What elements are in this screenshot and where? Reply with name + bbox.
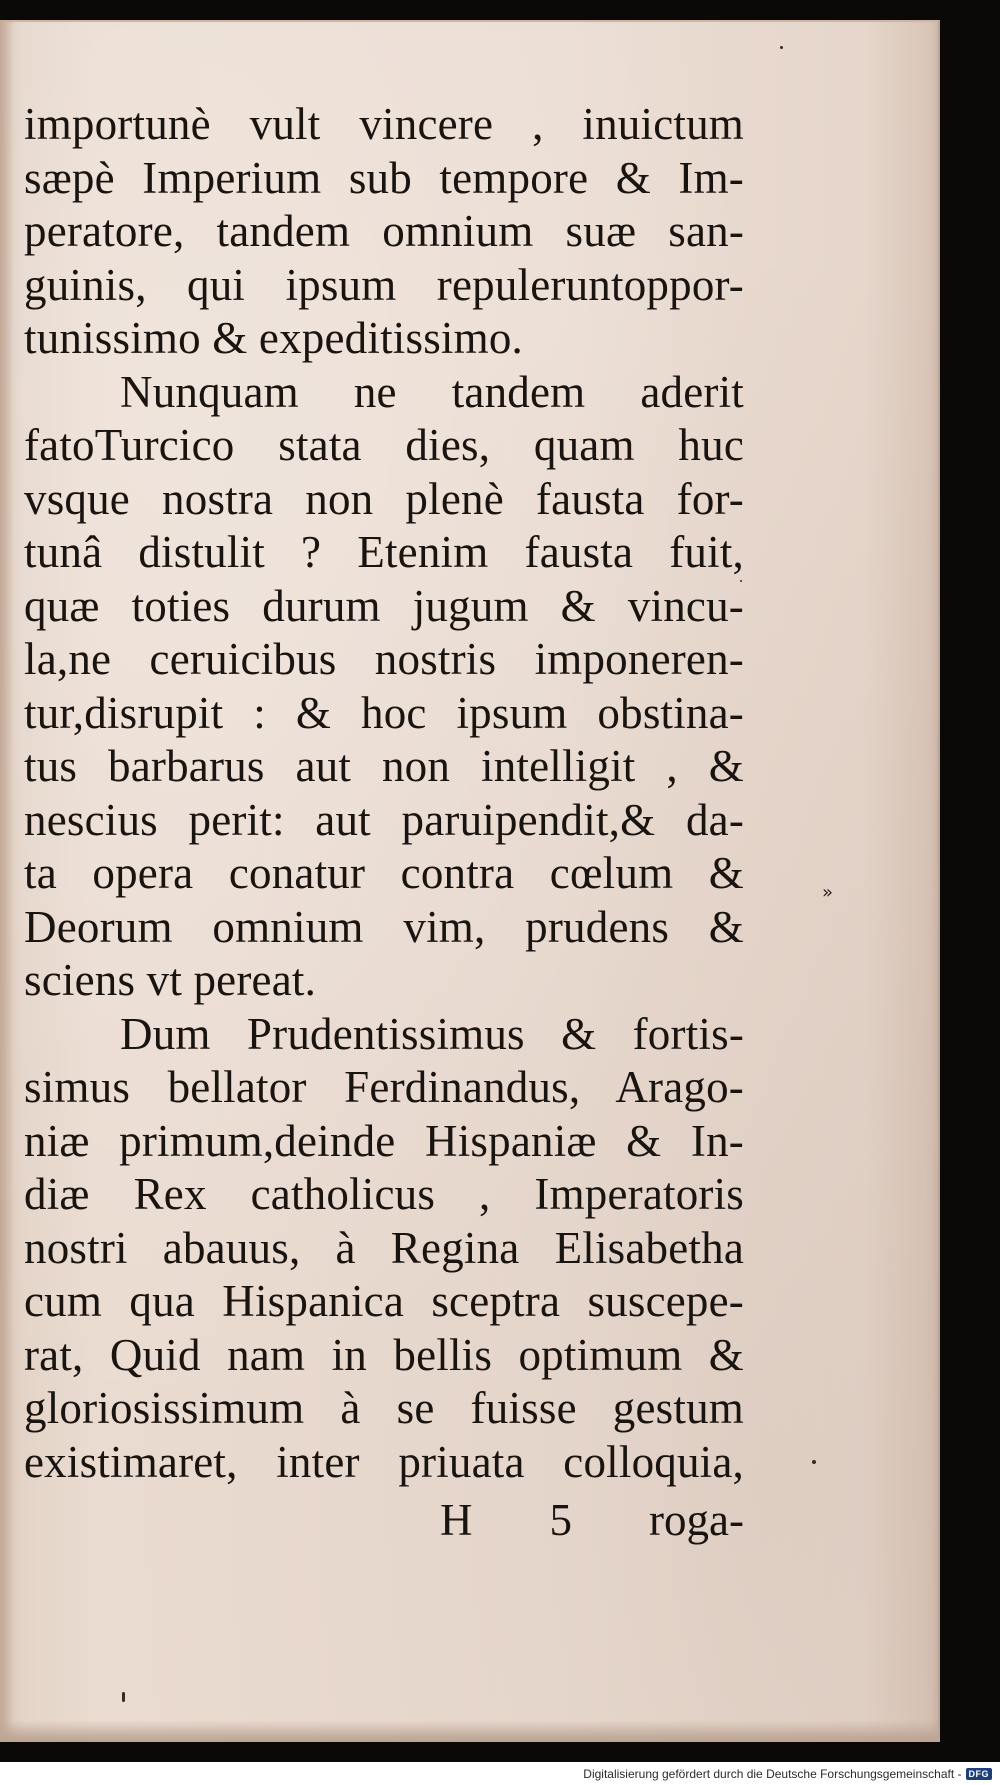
- text-line: guinis, qui ipsum repuleruntoppor-: [24, 259, 744, 310]
- text-line: simus bellator Ferdinandus, Arago-: [24, 1062, 744, 1112]
- text-line: gloriosissimum à se fuisse gestum: [24, 1383, 744, 1433]
- text-line: niæ primum,deinde Hispaniæ & In-: [24, 1115, 744, 1166]
- text-line: rat, Quid nam in bellis optimum &: [24, 1329, 744, 1380]
- text-line: nescius perit: aut paruipendit,& da-: [24, 794, 744, 845]
- margin-mark: »: [822, 882, 834, 903]
- paper-speck: [780, 46, 783, 49]
- text-line: quæ toties durum jugum & vincu-: [24, 580, 744, 631]
- text-line: fatoTurcico stata dies, quam huc: [24, 420, 744, 470]
- text-line: tunissimo & expeditissimo.: [24, 313, 523, 363]
- text-line: vsque nostra non plenè fausta for-: [24, 473, 744, 524]
- footer-credit: Digitalisierung gefördert durch die Deutsche Forschungsgemeinschaft -: [583, 1766, 962, 1781]
- text-line: nostri abauus, à Regina Elisabetha: [24, 1222, 744, 1273]
- text-line: la,ne ceruicibus nostris imponeren-: [24, 634, 744, 684]
- paragraph-start-line: Nunquam ne tandem aderit: [120, 366, 744, 417]
- latin-body-text: [24, 98, 744, 1489]
- text-line: existimaret, inter priuata colloquia,: [24, 1436, 744, 1487]
- text-line: diæ Rex catholicus , Imperatoris: [24, 1169, 744, 1219]
- page-bottom-shadow: [0, 1720, 938, 1742]
- text-line: sciens vt pereat.: [24, 955, 317, 1005]
- text-line: tus barbarus aut non intelligit , &: [24, 741, 744, 791]
- text-line: sæpè Imperium sub tempore & Im-: [24, 152, 744, 203]
- paper-speck: [812, 1460, 816, 1464]
- signature-letter: H: [440, 1495, 473, 1545]
- text-line: ta opera conatur contra cœlum &: [24, 848, 744, 898]
- digitization-footer: [0, 1762, 1000, 1785]
- text-line: tur,disrupit : & hoc ipsum obstina-: [24, 687, 744, 738]
- dfg-logo-badge: DFG: [966, 1768, 993, 1780]
- signature-catchword-line: [440, 1494, 744, 1547]
- text-line: importunè vult vincere , inuictum: [24, 99, 744, 149]
- paper-speck: [122, 1692, 125, 1702]
- book-page: [0, 20, 940, 1742]
- text-line: Deorum omnium vim, prudens &: [24, 901, 744, 952]
- text-line: cum qua Hispanica sceptra suscepe-: [24, 1276, 744, 1326]
- catchword: roga-: [649, 1495, 744, 1545]
- paragraph-start-line: Dum Prudentissimus & fortis-: [120, 1008, 744, 1059]
- signature-number: 5: [549, 1495, 573, 1545]
- page-gutter-shadow: [0, 20, 14, 1742]
- text-line: peratore, tandem omnium suæ san-: [24, 206, 744, 256]
- text-line: tunâ distulit ? Etenim fausta fuit,: [24, 527, 744, 577]
